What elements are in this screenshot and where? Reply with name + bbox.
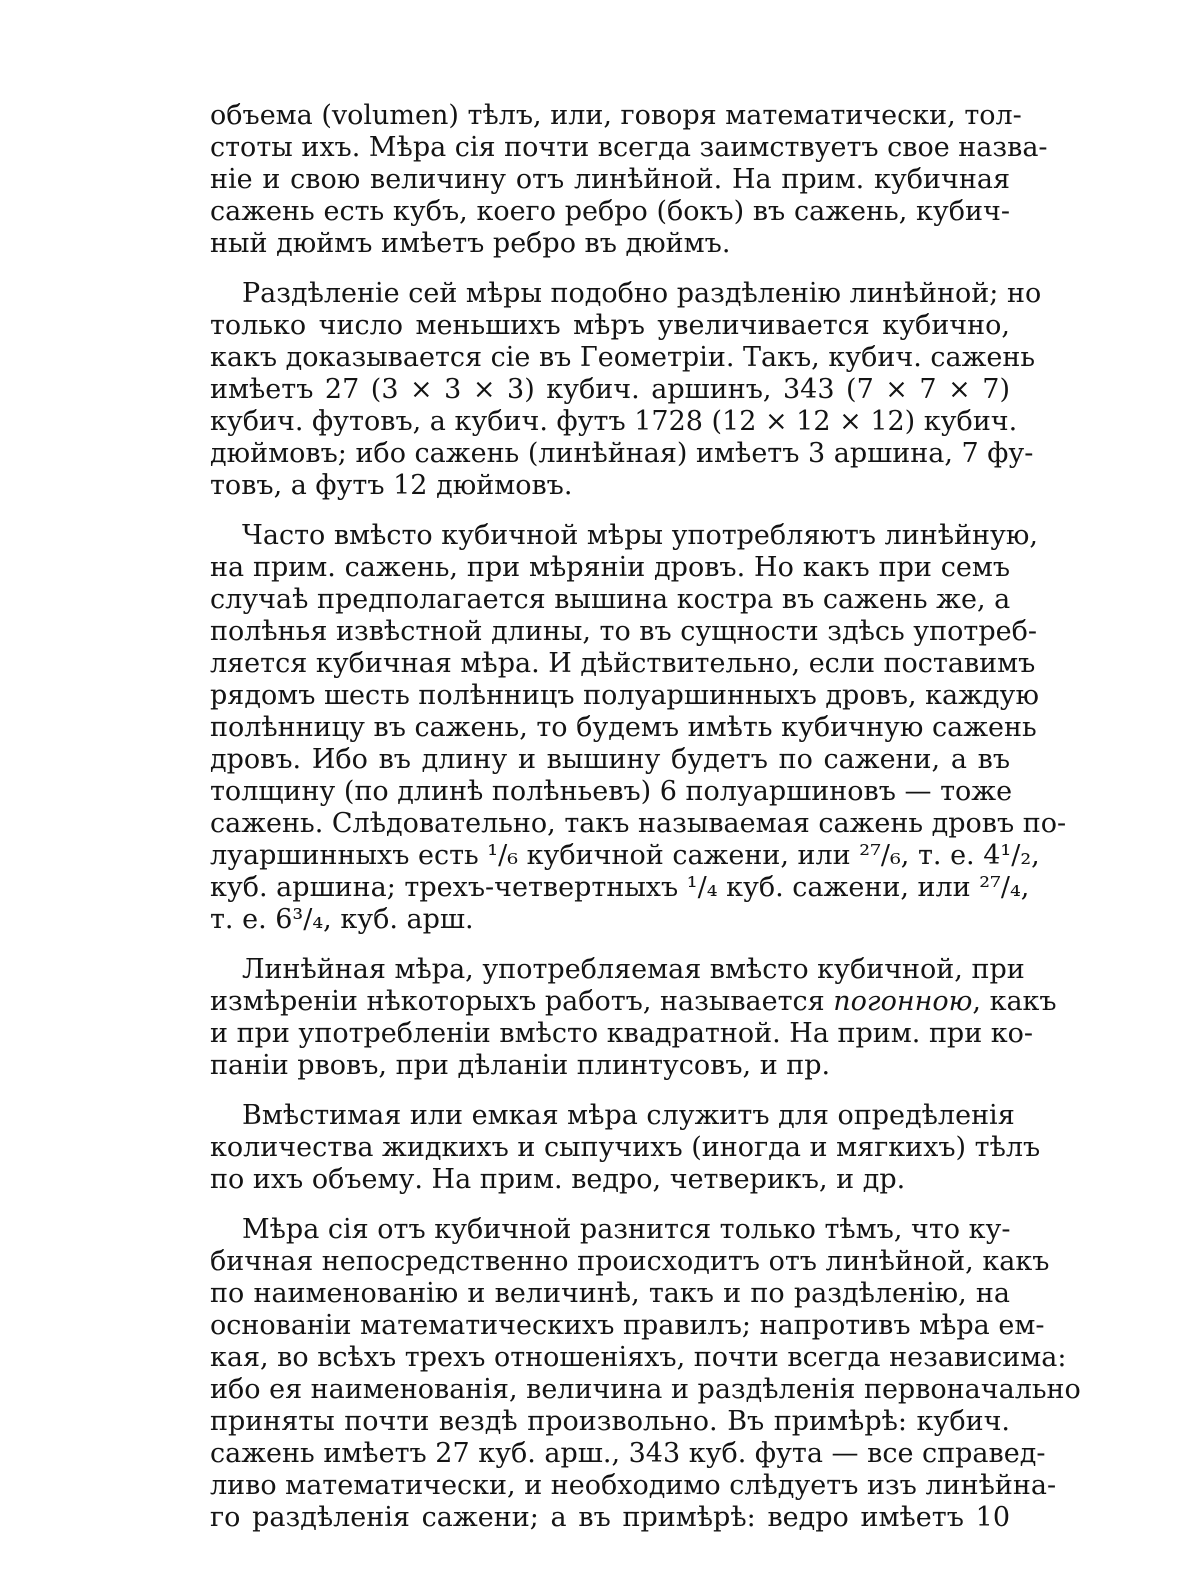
- paragraph-2: [210, 278, 1042, 502]
- text-line: го раздѣленія сажени; а въ примѣрѣ: ведро имѣетъ 10: [210, 1502, 1010, 1533]
- book-page: [210, 100, 1081, 1533]
- text-line: ный дюймъ имѣетъ ребро въ дюймъ.: [210, 228, 731, 259]
- paragraph-3: [210, 520, 1067, 936]
- text-line: кая, во всѣхъ трехъ отношеніяхъ, почти всегда независима:: [210, 1342, 1067, 1373]
- text-line: Линѣйная мѣра, употребляемая вмѣсто кубичной, при: [242, 954, 1025, 985]
- text-line: сажень есть кубъ, коего ребро (бокъ) въ сажень, кубич-: [210, 196, 1010, 227]
- text-line: товъ, а футъ 12 дюймовъ.: [210, 470, 573, 501]
- italic-term: погонною: [833, 986, 973, 1017]
- text-line: паніи рвовъ, при дѣланіи плинтусовъ, и пр.: [210, 1050, 831, 1081]
- text-line: по ихъ объему. На прим. ведро, четверикъ, и др.: [210, 1164, 906, 1195]
- text-line: дровъ. Ибо въ длину и вышину будетъ по сажени, а въ: [210, 744, 1010, 775]
- text-line-with-term: [210, 986, 1057, 1018]
- text-line: основаніи математическихъ правилъ; напротивъ мѣра ем-: [210, 1310, 1045, 1341]
- text-line: полѣнницу въ сажень, то будемъ имѣть кубичную сажень: [210, 712, 1037, 743]
- text-line: и при употребленіи вмѣсто квадратной. На прим. при ко-: [210, 1018, 1034, 1049]
- text-line: ливо математически, и необходимо слѣдуетъ изъ линѣйна-: [210, 1470, 1057, 1501]
- text-fragment: , какъ: [972, 986, 1057, 1017]
- text-line: какъ доказывается сіе въ Геометріи. Такъ, кубич. сажень: [210, 342, 1036, 373]
- paragraph-1: [210, 100, 1048, 260]
- text-line: объема (volumen) тѣлъ, или, говоря математически, тол-: [210, 100, 1022, 131]
- text-line: сажень имѣетъ 27 куб. арш., 343 куб. фута — все справед-: [210, 1438, 1046, 1469]
- paragraph-5: [210, 1100, 1041, 1196]
- text-fragment: измѣреніи нѣкоторыхъ работъ, называется: [210, 986, 834, 1017]
- text-line: Мѣра сія отъ кубичной разнится только тѣмъ, что ку-: [242, 1214, 1011, 1245]
- text-line: бичная непосредственно происходитъ отъ линѣйной, какъ: [210, 1246, 1050, 1277]
- text-line: ляется кубичная мѣра. И дѣйствительно, если поставимъ: [210, 648, 1036, 679]
- paragraph-4: [210, 954, 1057, 1082]
- text-line: на прим. сажень, при мѣряніи дровъ. Но какъ при семъ: [210, 552, 1010, 583]
- text-line: Вмѣстимая или емкая мѣра служитъ для опредѣленія: [242, 1100, 1015, 1131]
- text-line: ибо ея наименованія, величина и раздѣленія первоначально: [210, 1374, 1081, 1405]
- text-line: ніе и свою величину отъ линѣйной. На прим. кубичная: [210, 164, 1010, 195]
- text-line: рядомъ шесть полѣнницъ полуаршинныхъ дровъ, каждую: [210, 680, 1039, 711]
- text-line: приняты почти вездѣ произвольно. Въ примѣрѣ: кубич.: [210, 1406, 1010, 1437]
- text-line: куб. аршина; трехъ-четвертныхъ ¹/₄ куб. сажени, или ²⁷/₄,: [210, 872, 1030, 903]
- text-line: случаѣ предполагается вышина костра въ сажень же, а: [210, 584, 1011, 615]
- text-line: дюймовъ; ибо сажень (линѣйная) имѣетъ 3 аршина, 7 фу-: [210, 438, 1034, 469]
- text-line: луаршинныхъ есть ¹/₆ кубичной сажени, или ²⁷/₆, т. е. 4¹/₂,: [210, 840, 1040, 871]
- text-line: Часто вмѣсто кубичной мѣры употребляютъ линѣйную,: [242, 520, 1038, 551]
- text-line: по наименованію и величинѣ, такъ и по раздѣленію, на: [210, 1278, 1010, 1309]
- paragraph-6: [210, 1214, 1081, 1534]
- text-line: полѣнья извѣстной длины, то въ сущности здѣсь употреб-: [210, 616, 1037, 647]
- text-line: Раздѣленіе сей мѣры подобно раздѣленію линѣйной; но: [242, 278, 1042, 309]
- text-line: только число меньшихъ мѣръ увеличивается кубично,: [210, 310, 1010, 341]
- text-line: сажень. Слѣдовательно, такъ называемая сажень дровъ по-: [210, 808, 1067, 839]
- text-line: кубич. футовъ, а кубич. футъ 1728 (12 × 12 × 12) кубич.: [210, 406, 1018, 437]
- text-line: стоты ихъ. Мѣра сія почти всегда заимствуетъ свое назва-: [210, 132, 1048, 163]
- text-line: имѣетъ 27 (3 × 3 × 3) кубич. аршинъ, 343 (7 × 7 × 7): [210, 374, 1010, 405]
- text-line: количества жидкихъ и сыпучихъ (иногда и мягкихъ) тѣлъ: [210, 1132, 1041, 1163]
- text-line: толщину (по длинѣ полѣньевъ) 6 полуаршиновъ — тоже: [210, 776, 1013, 807]
- text-line: т. е. 6³/₄, куб. арш.: [210, 904, 474, 935]
